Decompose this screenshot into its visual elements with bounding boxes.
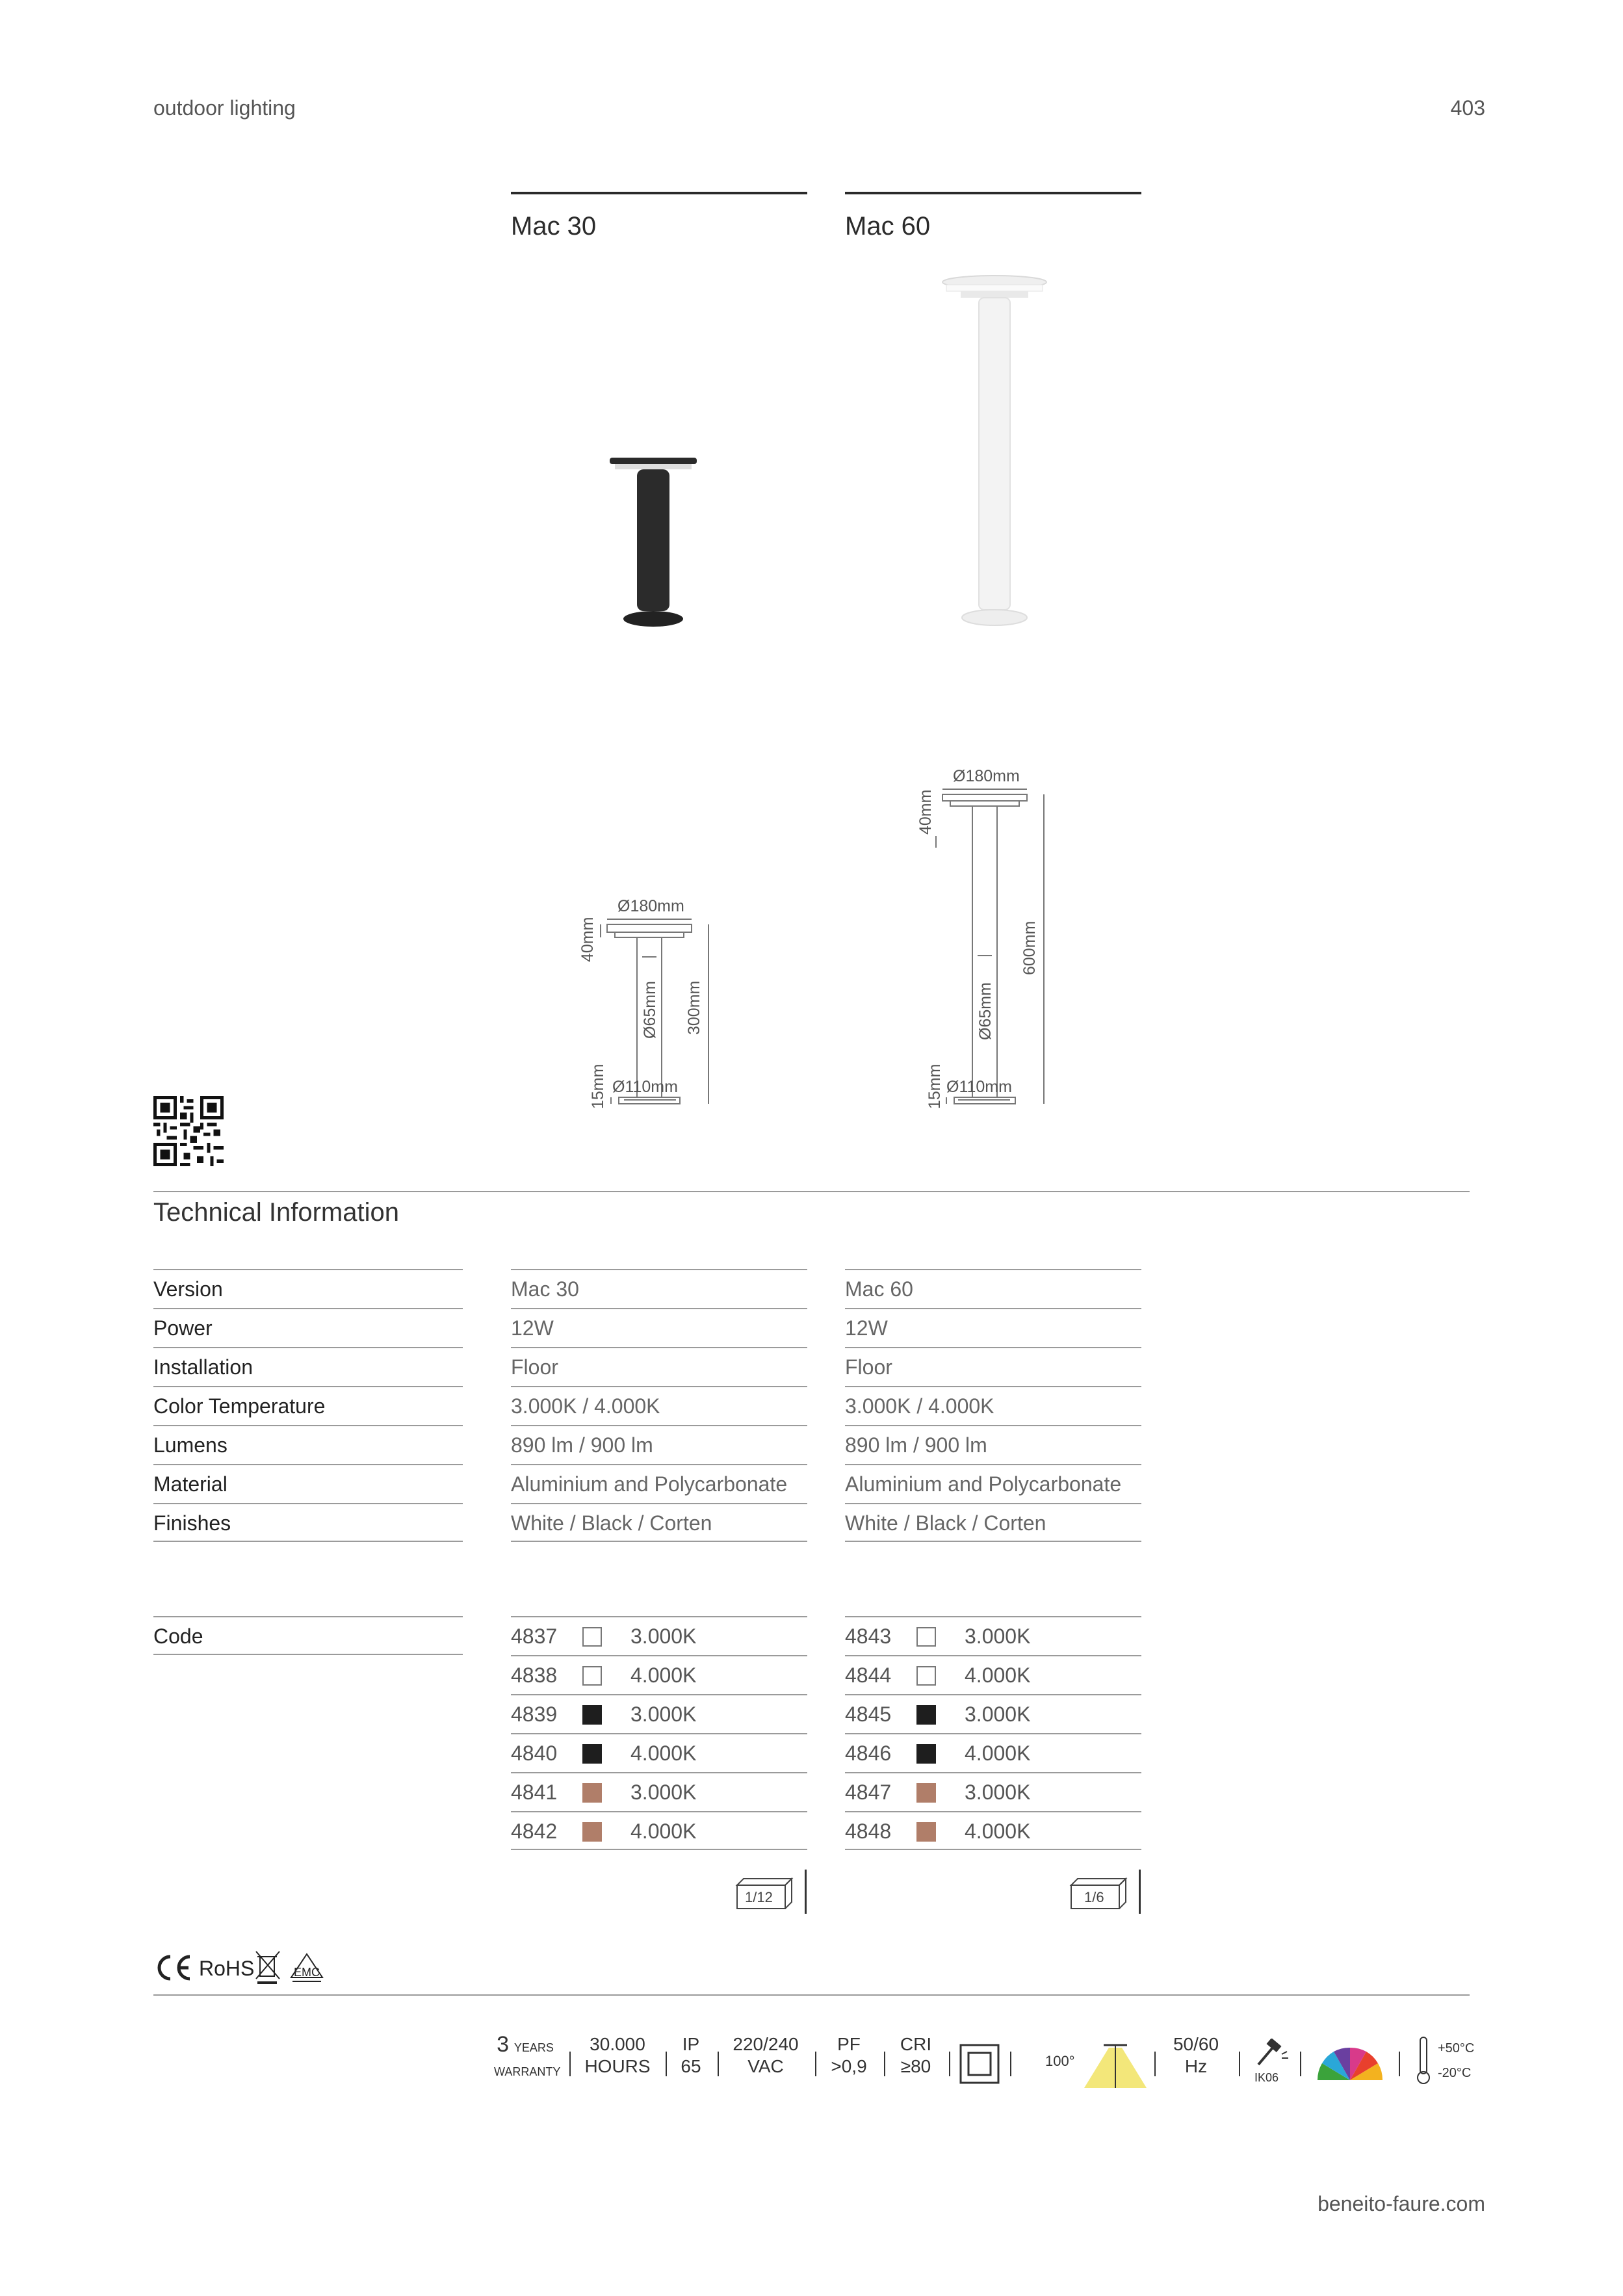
spec-value-mac60: Floor (845, 1355, 892, 1379)
code-row (845, 1616, 1141, 1655)
cri-value: ≥80 (900, 2056, 931, 2076)
code-row (511, 1694, 807, 1733)
product-rule-mac60 (845, 192, 1141, 194)
mac30-pole (637, 469, 669, 611)
spec-label: Lumens (153, 1433, 227, 1457)
spec-value-mac60: 12W (845, 1316, 888, 1340)
mac60-drawing (907, 761, 1063, 1118)
hours-label: HOURS (584, 2056, 651, 2076)
spec-row (845, 1308, 1141, 1347)
spec-label: Version (153, 1277, 223, 1301)
finish-swatch-corten (582, 1822, 602, 1842)
code-row (511, 1772, 807, 1811)
finish-swatch-black (582, 1744, 602, 1764)
spec-row (511, 1347, 807, 1386)
pf-value: >0,9 (831, 2056, 867, 2076)
finish-swatch-black (916, 1705, 936, 1725)
mac30-pole-diameter: Ø65mm (641, 981, 659, 1039)
mac60-photo (936, 273, 1053, 631)
spec-row (153, 1269, 463, 1308)
technical-information-title: Technical Information (153, 1198, 399, 1227)
spec-label: Installation (153, 1355, 253, 1379)
finish-swatch-corten (916, 1783, 936, 1803)
spec-row (153, 1308, 463, 1347)
spec-value-mac60: White / Black / Corten (845, 1511, 1046, 1535)
ip-value: 65 (681, 2056, 701, 2076)
warranty-spec (494, 2032, 561, 2083)
warranty-number: 3 (497, 2032, 510, 2057)
spec-row (511, 1464, 807, 1503)
color-temperature: 3.000K (965, 1624, 1031, 1648)
spec-row (511, 1425, 807, 1464)
cri-spec (893, 2033, 939, 2078)
specs-divider (153, 1994, 1470, 1996)
code-row (845, 1811, 1141, 1850)
spec-row (845, 1464, 1141, 1503)
finish-swatch-corten (916, 1822, 936, 1842)
product-name-mac30: Mac 30 (511, 212, 597, 241)
beam-angle: 100° (1045, 2053, 1075, 2069)
spec-separator (949, 2052, 950, 2076)
weee-bin-icon (253, 1949, 282, 1985)
code-row (845, 1772, 1141, 1811)
mac60-diffuser (946, 285, 1043, 291)
pack-divider (805, 1870, 807, 1914)
mac60-drawing-diffuser (950, 801, 1019, 806)
section-title: outdoor lighting (153, 96, 296, 120)
color-temperature: 4.000K (965, 1820, 1031, 1843)
color-finish-fan-icon (1314, 2037, 1386, 2083)
spec-separator (1239, 2052, 1240, 2076)
spec-separator (1154, 2052, 1156, 2076)
spec-row (153, 1425, 463, 1464)
color-temperature: 4.000K (630, 1663, 697, 1687)
color-temperature: 3.000K (630, 1624, 697, 1648)
product-code: 4844 (845, 1663, 892, 1687)
spec-row (845, 1269, 1141, 1308)
impact-hammer-icon (1253, 2039, 1290, 2067)
voltage-value: 220/240 (733, 2034, 799, 2054)
mac30-diffuser (615, 464, 692, 469)
product-name-mac60: Mac 60 (845, 212, 931, 241)
spec-label: Material (153, 1472, 227, 1496)
thermometer-icon (1416, 2036, 1431, 2085)
mac60-top-diameter: Ø180mm (953, 767, 1020, 785)
spec-value-mac60: 3.000K / 4.000K (845, 1394, 994, 1418)
spec-row (153, 1503, 463, 1542)
spec-value-mac30: 3.000K / 4.000K (511, 1394, 660, 1418)
code-label: Code (153, 1624, 203, 1648)
frequency-spec (1163, 2033, 1228, 2078)
spec-label: Finishes (153, 1511, 231, 1535)
mac60-base-diameter: Ø110mm (946, 1078, 1012, 1096)
mac30-base-height: 15mm (589, 1063, 607, 1109)
spec-label: Power (153, 1316, 213, 1340)
product-code: 4839 (511, 1702, 558, 1726)
qr-code-icon[interactable] (153, 1096, 224, 1166)
finish-swatch-black (582, 1705, 602, 1725)
page-number: 403 (1450, 96, 1485, 120)
spec-row (845, 1425, 1141, 1464)
finish-swatch-white (582, 1666, 602, 1686)
section-divider (153, 1191, 1470, 1192)
mac30-top-diameter: Ø180mm (617, 897, 684, 915)
emc-icon (289, 1951, 325, 1984)
frequency-label: Hz (1184, 2056, 1208, 2076)
spec-row (153, 1464, 463, 1503)
product-code: 4846 (845, 1742, 892, 1765)
spec-value-mac60: 890 lm / 900 lm (845, 1433, 987, 1457)
spec-value-mac30: 890 lm / 900 lm (511, 1433, 653, 1457)
mac30-base-dim (604, 1073, 695, 1112)
hours-value: 30.000 (590, 2034, 645, 2054)
product-code: 4843 (845, 1624, 892, 1648)
spec-separator (569, 2052, 571, 2076)
color-temperature: 3.000K (965, 1702, 1031, 1726)
color-temperature: 4.000K (965, 1742, 1031, 1765)
color-temperature: 3.000K (965, 1781, 1031, 1804)
mac30-drawing-head (607, 924, 692, 932)
code-row (511, 1616, 807, 1655)
mac60-base-height: 15mm (926, 1063, 944, 1109)
beam-angle-icon (1082, 2039, 1149, 2091)
voltage-label: VAC (747, 2056, 784, 2076)
mac60-base (962, 610, 1027, 625)
mac60-top-height: 40mm (916, 789, 935, 835)
warranty-label: WARRANTY (494, 2065, 561, 2078)
spec-label: Color Temperature (153, 1394, 326, 1418)
pack-divider (1139, 1870, 1141, 1914)
code-row (511, 1811, 807, 1850)
spec-row (153, 1347, 463, 1386)
spec-separator (718, 2052, 719, 2076)
mac60-pole-diameter: Ø65mm (976, 982, 994, 1040)
spec-row (511, 1269, 807, 1308)
mac30-base-diameter: Ø110mm (612, 1078, 678, 1096)
ip-label: IP (682, 2034, 700, 2054)
spec-row (845, 1386, 1141, 1425)
voltage-spec (727, 2033, 805, 2078)
spec-row (511, 1386, 807, 1425)
finish-swatch-white (916, 1666, 936, 1686)
code-row (511, 1733, 807, 1772)
mac60-drawing-head (942, 794, 1027, 801)
product-rule-mac30 (511, 192, 807, 194)
spec-separator (884, 2052, 885, 2076)
color-temperature: 3.000K (630, 1781, 697, 1804)
mac30-head (610, 458, 697, 464)
cri-label: CRI (900, 2034, 932, 2054)
product-code: 4838 (511, 1663, 558, 1687)
mac60-drawing-pole (972, 806, 997, 1097)
spec-value-mac30: Floor (511, 1355, 558, 1379)
product-code: 4841 (511, 1781, 558, 1804)
mac30-base (623, 611, 683, 627)
hours-spec (580, 2033, 655, 2078)
spec-value-mac60: Aluminium and Polycarbonate (845, 1472, 1122, 1496)
finish-swatch-corten (582, 1783, 602, 1803)
product-code: 4837 (511, 1624, 558, 1648)
mac30-total-height: 300mm (685, 980, 703, 1035)
code-row (845, 1733, 1141, 1772)
website-link[interactable]: beneito-faure.com (1318, 2192, 1485, 2215)
temp-max: +50°C (1438, 2041, 1475, 2055)
product-code: 4847 (845, 1781, 892, 1804)
spec-value-mac30: White / Black / Corten (511, 1511, 712, 1535)
spec-separator (815, 2052, 816, 2076)
color-temperature: 3.000K (630, 1702, 697, 1726)
spec-separator (1010, 2052, 1011, 2076)
mac30-photo (598, 449, 708, 631)
spec-row (511, 1308, 807, 1347)
mac60-shade (961, 291, 1028, 298)
temp-min: -20°C (1438, 2066, 1472, 2080)
frequency-value: 50/60 (1173, 2034, 1219, 2054)
spec-separator (666, 2052, 667, 2076)
spec-row (153, 1386, 463, 1425)
code-row (845, 1655, 1141, 1694)
finish-swatch-white (916, 1627, 936, 1647)
pack-quantity-mac60: 1/6 (1084, 1889, 1104, 1905)
spec-value-mac30: Mac 30 (511, 1277, 579, 1301)
product-code: 4848 (845, 1820, 892, 1843)
spec-row (845, 1347, 1141, 1386)
product-code: 4842 (511, 1820, 558, 1843)
mac60-base-dim (939, 1073, 1030, 1112)
spec-row (845, 1503, 1141, 1542)
spec-value-mac30: 12W (511, 1316, 554, 1340)
mac60-pole (979, 298, 1010, 610)
color-temperature: 4.000K (630, 1820, 697, 1843)
spec-value-mac30: Aluminium and Polycarbonate (511, 1472, 788, 1496)
color-temperature: 4.000K (965, 1663, 1031, 1687)
code-row (845, 1694, 1141, 1733)
pack-quantity-mac30: 1/12 (745, 1889, 773, 1905)
pf-spec (824, 2033, 874, 2078)
pf-label: PF (837, 2034, 861, 2054)
warranty-years: YEARS (513, 2041, 554, 2054)
finish-swatch-white (582, 1627, 602, 1647)
spec-row (511, 1503, 807, 1542)
ce-mark-icon (153, 1953, 192, 1983)
svg-text:EMC: EMC (294, 1966, 320, 1979)
mac30-drawing-diffuser (615, 932, 684, 937)
ik-rating: IK06 (1254, 2071, 1279, 2084)
finish-swatch-black (916, 1744, 936, 1764)
code-label-row (153, 1616, 463, 1655)
ip-spec (675, 2033, 707, 2078)
class-ii-insulation-icon (959, 2044, 1000, 2084)
product-code: 4845 (845, 1702, 892, 1726)
color-temperature: 4.000K (630, 1742, 697, 1765)
product-code: 4840 (511, 1742, 558, 1765)
spec-separator (1300, 2052, 1301, 2076)
mac30-top-height: 40mm (578, 917, 597, 962)
spec-separator (1399, 2052, 1400, 2076)
rohs-label: RoHS (199, 1957, 255, 1980)
code-row (511, 1655, 807, 1694)
spec-value-mac60: Mac 60 (845, 1277, 913, 1301)
mac60-total-height: 600mm (1020, 920, 1039, 975)
